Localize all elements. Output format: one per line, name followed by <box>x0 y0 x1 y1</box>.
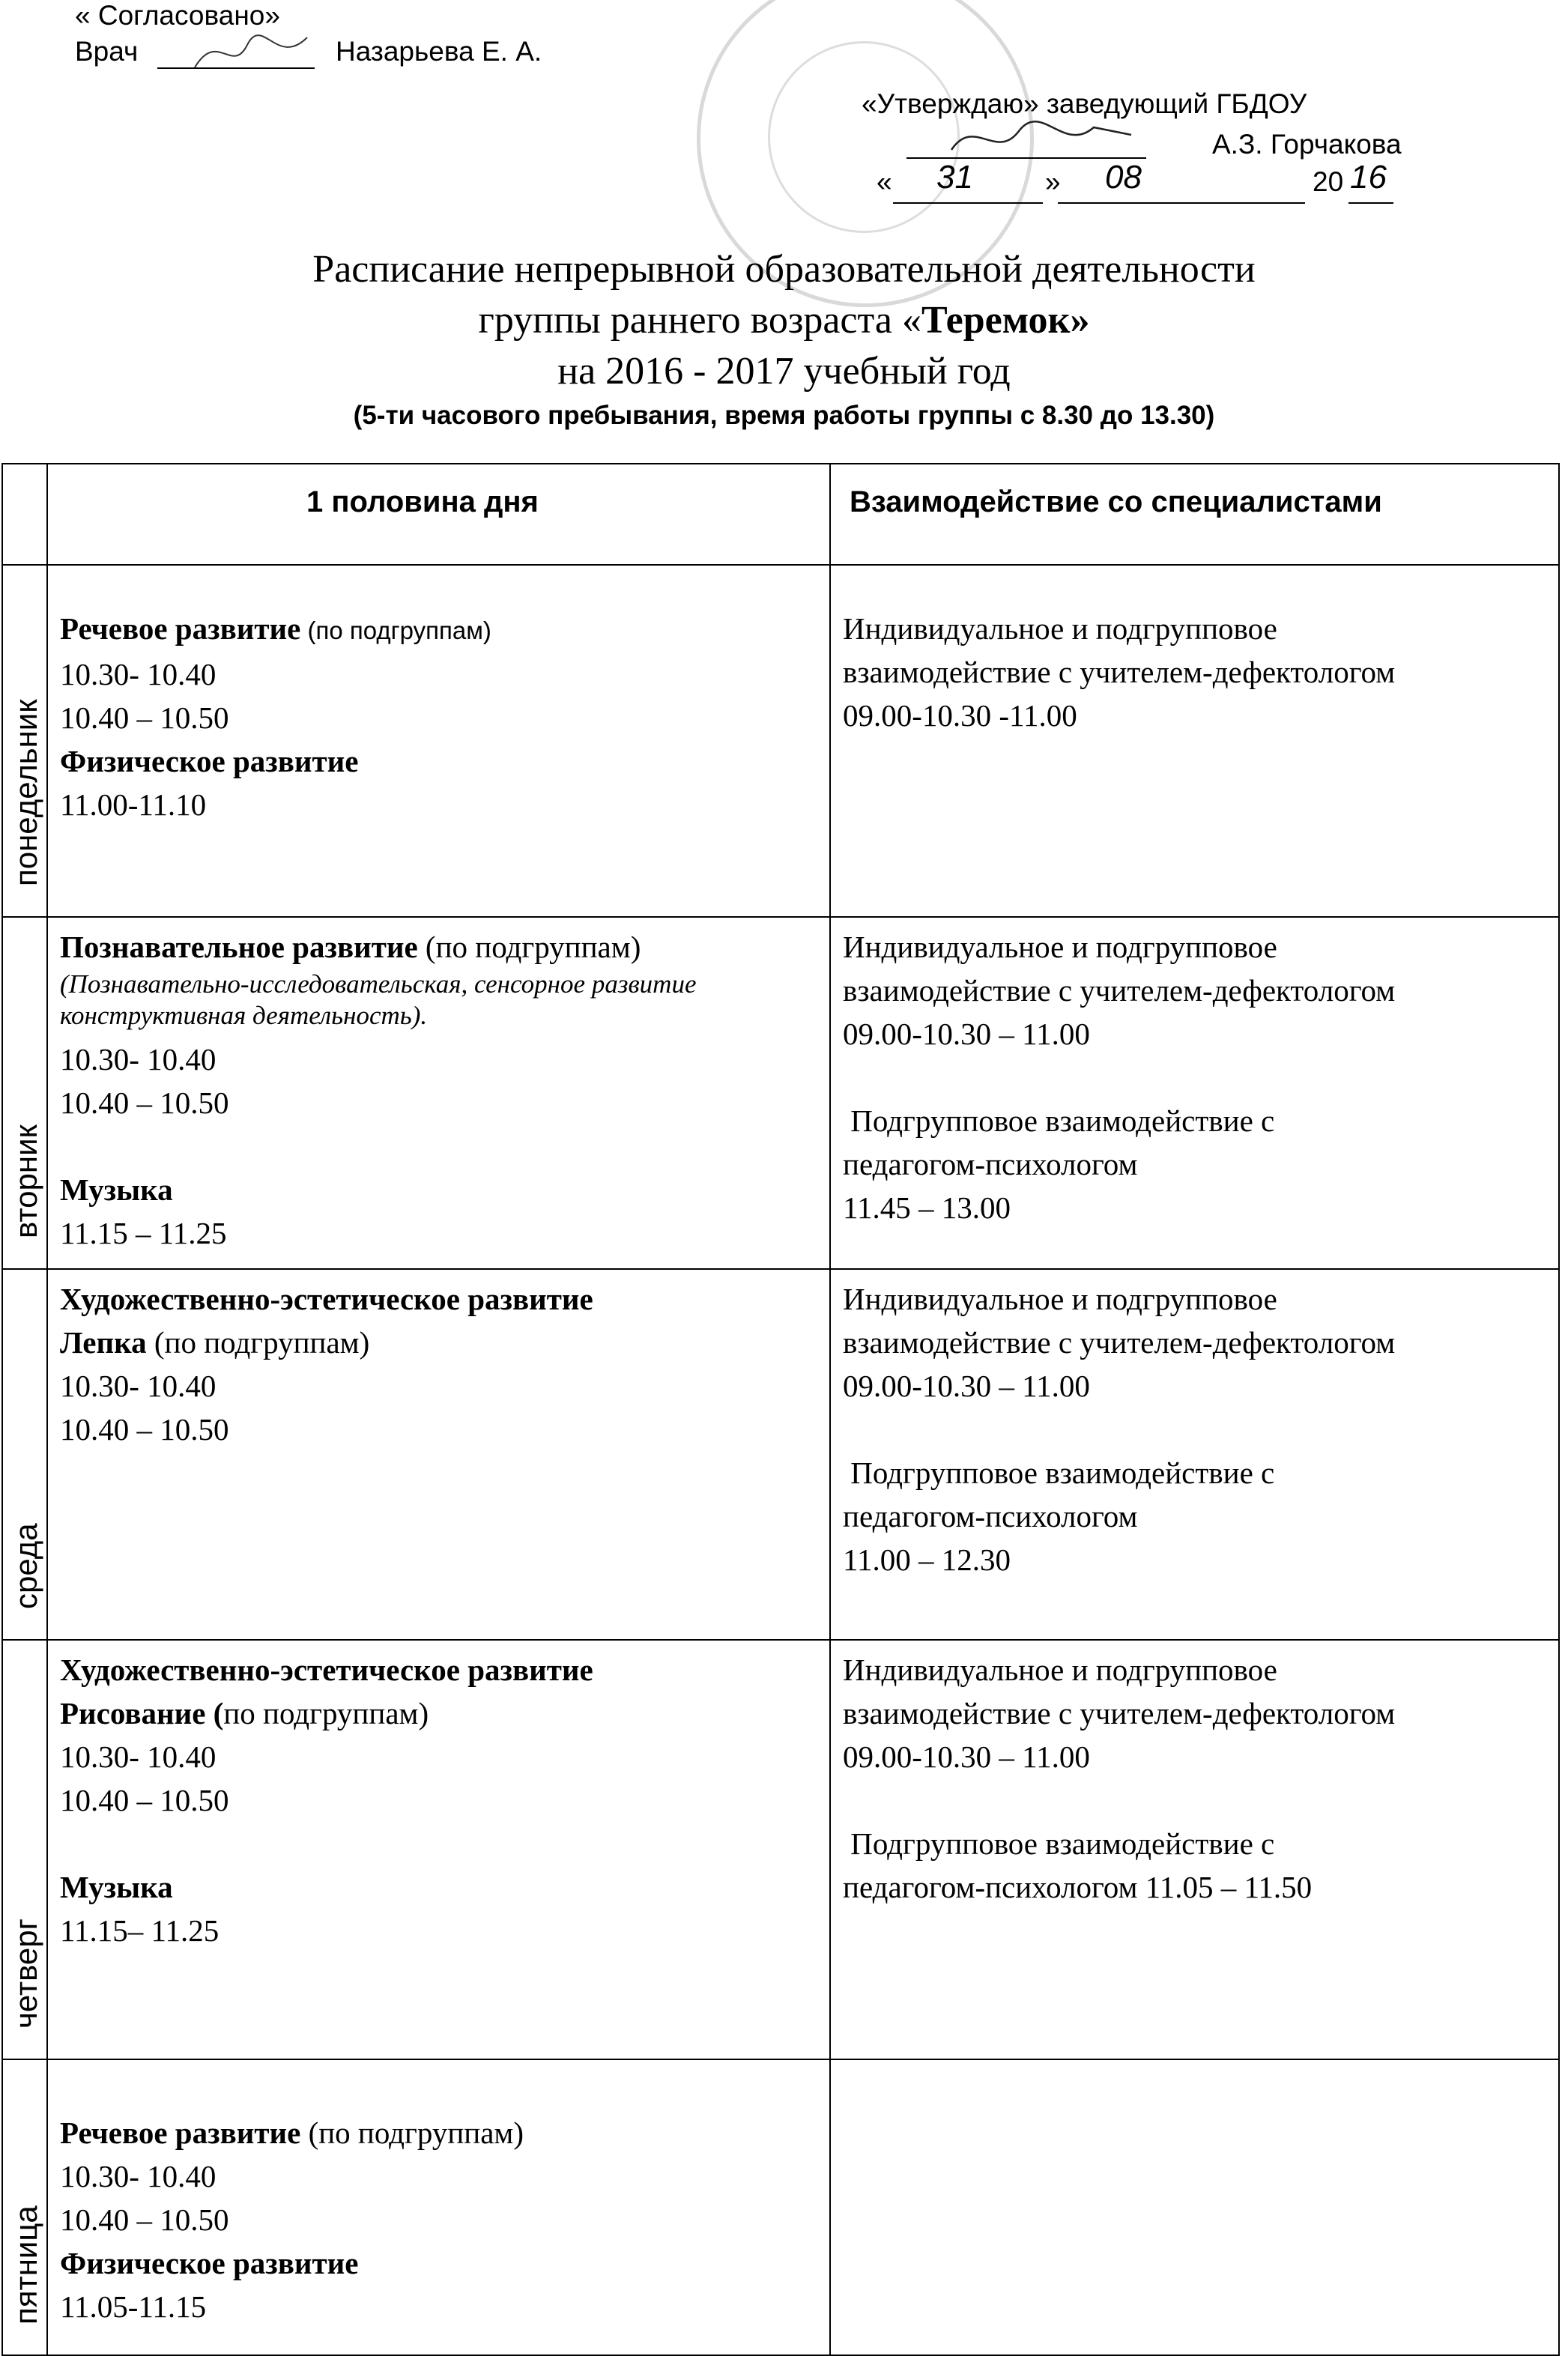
title-line-2-prefix: группы раннего возраста « <box>478 299 921 342</box>
activity-title: Музыка <box>60 1870 173 1904</box>
time-slot: 10.40 – 10.50 <box>60 2202 229 2237</box>
activity-note: по подгруппам) <box>223 1696 429 1730</box>
col2-header-text: Взаимодействие со специалистами <box>850 485 1382 518</box>
activity-note: (по подгруппам) <box>146 1325 370 1360</box>
date-day: 31 <box>936 159 973 196</box>
date-month: 08 <box>1105 159 1142 196</box>
doctor-name: Назарьева Е. А. <box>336 36 542 67</box>
specialist-text: 09.00-10.30 – 11.00 <box>843 1739 1090 1774</box>
activity-title: Речевое развитие <box>60 611 301 646</box>
specialists-cell <box>830 2059 1559 2355</box>
head-signature <box>944 112 1139 165</box>
activity-description: (Познавательно-исследовательская, сенсорное развитие конструктивная деятельность). <box>60 969 697 1030</box>
activity-title: Художественно-эстетическое развитие <box>60 1653 593 1687</box>
specialist-text: Индивидуальное и подгрупповое <box>843 1653 1277 1687</box>
specialists-cell <box>830 1640 1559 2059</box>
table-row <box>2 917 1559 1269</box>
date-open-quote: « <box>877 166 892 197</box>
time-slot: 10.30- 10.40 <box>60 1369 217 1403</box>
table-row <box>2 1269 1559 1640</box>
date-day-line <box>893 202 1043 204</box>
specialist-text: 11.00 – 12.30 <box>843 1542 1011 1577</box>
activity-title: Физическое развитие <box>60 744 359 778</box>
activity-title: Речевое развитие <box>60 2116 301 2150</box>
activity-title: Музыка <box>60 1172 173 1207</box>
day-label: четверг <box>8 1919 43 2029</box>
morning-cell <box>47 2059 830 2355</box>
specialist-text: Подгрупповое взаимодействие с <box>843 1456 1275 1490</box>
specialist-text: взаимодействие с учителем-дефектологом <box>843 1696 1396 1730</box>
day-cell-monday <box>2 565 47 917</box>
day-label: понедельник <box>8 699 43 886</box>
table-row <box>2 2059 1559 2355</box>
time-slot: 10.40 – 10.50 <box>60 1412 229 1447</box>
specialist-text: взаимодействие с учителем-дефектологом <box>843 973 1396 1008</box>
header-col-2 <box>830 464 1559 565</box>
specialists-cell <box>830 1269 1559 1640</box>
activity-title: Физическое развитие <box>60 2246 359 2280</box>
title-line-4: (5-ти часового пребывания, время работы группы с 8.30 до 13.30) <box>353 401 1215 430</box>
time-slot: 10.40 – 10.50 <box>60 1085 229 1120</box>
activity-title: Художественно-эстетическое развитие <box>60 1282 593 1316</box>
title-line-2 <box>0 298 1568 342</box>
time-slot: 10.30- 10.40 <box>60 1042 217 1076</box>
specialist-text: 11.45 – 13.00 <box>843 1190 1011 1225</box>
specialists-cell <box>830 565 1559 917</box>
specialists-cell <box>830 917 1559 1269</box>
group-name: Теремок» <box>921 299 1090 342</box>
table-row <box>2 565 1559 917</box>
specialist-text: Подгрупповое взаимодействие с <box>843 1826 1275 1861</box>
activity-note: (по подгруппам) <box>300 2116 524 2150</box>
time-slot: 10.30- 10.40 <box>60 1739 217 1774</box>
date-close-quote: » <box>1045 166 1061 197</box>
date-year-prefix: 20 <box>1313 166 1344 197</box>
time-slot: 10.40 – 10.50 <box>60 1783 229 1817</box>
time-slot: 10.40 – 10.50 <box>60 700 229 735</box>
activity-subtitle: Лепка <box>60 1325 147 1360</box>
activity-title: Познавательное развитие <box>60 930 418 964</box>
specialist-text: Индивидуальное и подгрупповое <box>843 611 1277 646</box>
time-slot: 11.05-11.15 <box>60 2289 207 2324</box>
specialist-text: 09.00-10.30 – 11.00 <box>843 1369 1090 1403</box>
activity-note: (по подгруппам) <box>300 617 491 644</box>
date-year-suffix: 16 <box>1350 159 1387 196</box>
doctor-label: Врач <box>75 36 139 67</box>
title-line-1: Расписание непрерывной образовательной деятельности <box>312 248 1256 291</box>
day-cell-wednesday <box>2 1269 47 1640</box>
morning-cell <box>47 1640 830 2059</box>
header-day-cell <box>2 464 47 565</box>
specialist-text: Индивидуальное и подгрупповое <box>843 1282 1277 1316</box>
specialist-text: педагогом-психологом <box>843 1147 1138 1181</box>
specialist-text: 09.00-10.30 – 11.00 <box>843 1017 1090 1051</box>
col1-header-text: 1 половина дня <box>306 485 539 518</box>
day-label: вторник <box>8 1124 43 1238</box>
day-cell-thursday <box>2 1640 47 2059</box>
specialist-text: Индивидуальное и подгрупповое <box>843 930 1277 964</box>
time-slot: 11.00-11.10 <box>60 787 207 822</box>
morning-cell <box>47 1269 830 1640</box>
activity-subtitle: Рисование ( <box>60 1696 224 1730</box>
approve-label: «Утверждаю» заведующий ГБДОУ <box>862 88 1307 119</box>
date-year-line <box>1348 202 1393 204</box>
morning-cell <box>47 565 830 917</box>
day-cell-tuesday <box>2 917 47 1269</box>
specialist-text: педагогом-психологом 11.05 – 11.50 <box>843 1870 1313 1904</box>
time-slot: 11.15 – 11.25 <box>60 1216 227 1250</box>
specialist-text: взаимодействие с учителем-дефектологом <box>843 1325 1396 1360</box>
day-cell-friday <box>2 2059 47 2355</box>
specialist-text: взаимодействие с учителем-дефектологом <box>843 655 1396 689</box>
activity-note: (по подгруппам) <box>417 930 641 964</box>
specialist-text: Подгрупповое взаимодействие с <box>843 1103 1275 1138</box>
day-label: среда <box>8 1523 43 1609</box>
date-month-line <box>1058 202 1305 204</box>
morning-cell <box>47 917 830 1269</box>
title-line-3: на 2016 - 2017 учебный год <box>557 350 1011 393</box>
header-col-1 <box>47 464 830 565</box>
agreed-label: « Согласовано» <box>75 0 280 31</box>
schedule-table <box>1 463 1560 2356</box>
time-slot: 10.30- 10.40 <box>60 2159 217 2193</box>
specialist-text: педагогом-психологом <box>843 1499 1138 1533</box>
time-slot: 11.15– 11.25 <box>60 1913 220 1948</box>
table-header-row <box>2 464 1559 565</box>
head-name: А.З. Горчакова <box>1212 129 1402 160</box>
table-row <box>2 1640 1559 2059</box>
time-slot: 10.30- 10.40 <box>60 657 217 691</box>
specialist-text: 09.00-10.30 -11.00 <box>843 698 1077 733</box>
doctor-signature <box>187 22 315 82</box>
day-label: пятница <box>8 2205 43 2325</box>
